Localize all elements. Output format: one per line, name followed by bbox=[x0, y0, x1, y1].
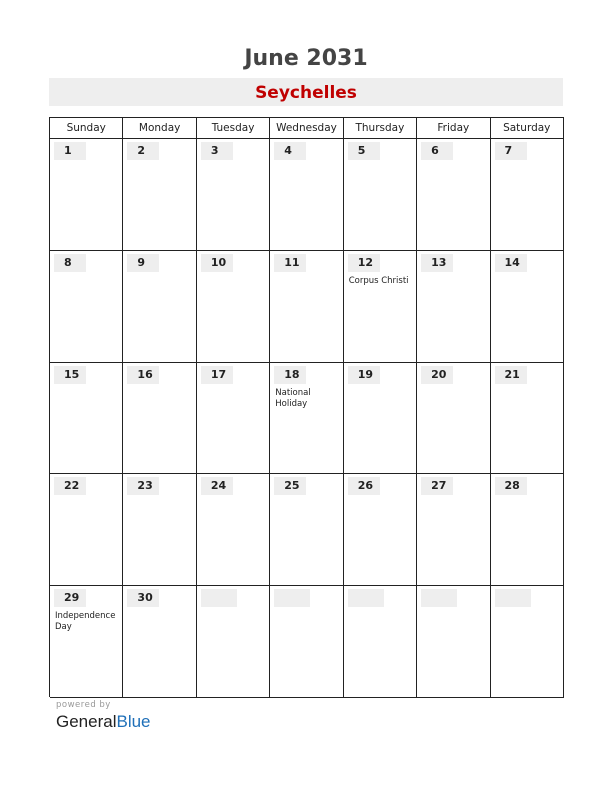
day-cell bbox=[344, 139, 417, 251]
day-number bbox=[348, 589, 384, 607]
day-number: 15 bbox=[54, 366, 86, 384]
day-cell bbox=[270, 139, 343, 251]
day-number bbox=[421, 589, 457, 607]
holiday-label: National Holiday bbox=[275, 387, 311, 409]
weekday-thursday: Thursday bbox=[344, 118, 417, 139]
day-cell bbox=[344, 251, 417, 363]
day-cell bbox=[50, 251, 123, 363]
day-cell bbox=[197, 474, 270, 586]
day-number: 23 bbox=[127, 477, 159, 495]
powered-by-text: powered by bbox=[56, 700, 111, 710]
day-cell bbox=[417, 251, 490, 363]
day-number: 2 bbox=[127, 142, 159, 160]
day-cell bbox=[50, 363, 123, 475]
day-cell bbox=[417, 586, 490, 698]
day-cell bbox=[123, 474, 196, 586]
day-cell bbox=[123, 586, 196, 698]
day-number: 19 bbox=[348, 366, 380, 384]
day-number: 24 bbox=[201, 477, 233, 495]
day-cell bbox=[270, 586, 343, 698]
day-number: 16 bbox=[127, 366, 159, 384]
day-cell bbox=[123, 139, 196, 251]
day-cell bbox=[491, 251, 564, 363]
calendar-weeks bbox=[50, 139, 564, 698]
day-cell bbox=[491, 139, 564, 251]
day-number: 14 bbox=[495, 254, 527, 272]
day-number bbox=[201, 589, 237, 607]
brand-blue-text: Blue bbox=[116, 712, 151, 731]
day-number bbox=[274, 589, 310, 607]
day-number: 28 bbox=[495, 477, 527, 495]
day-cell bbox=[270, 474, 343, 586]
weekday-monday: Monday bbox=[123, 118, 196, 139]
day-number bbox=[495, 589, 531, 607]
country-title: Seychelles bbox=[49, 78, 563, 106]
day-number: 18 bbox=[274, 366, 306, 384]
weekday-tuesday: Tuesday bbox=[197, 118, 270, 139]
week-row bbox=[50, 139, 564, 251]
weekday-wednesday: Wednesday bbox=[270, 118, 343, 139]
footer bbox=[56, 700, 151, 732]
day-number: 5 bbox=[348, 142, 380, 160]
day-cell bbox=[50, 586, 123, 698]
day-number: 6 bbox=[421, 142, 453, 160]
day-number: 1 bbox=[54, 142, 86, 160]
day-number: 25 bbox=[274, 477, 306, 495]
day-cell bbox=[50, 474, 123, 586]
day-number: 17 bbox=[201, 366, 233, 384]
day-cell bbox=[491, 474, 564, 586]
day-cell bbox=[417, 139, 490, 251]
day-number: 29 bbox=[54, 589, 86, 607]
day-cell bbox=[417, 474, 490, 586]
weekday-friday: Friday bbox=[417, 118, 490, 139]
day-cell bbox=[123, 251, 196, 363]
weekday-sunday: Sunday bbox=[50, 118, 123, 139]
day-number: 7 bbox=[495, 142, 527, 160]
page-title: June 2031 bbox=[244, 46, 368, 71]
week-row bbox=[50, 586, 564, 698]
day-cell bbox=[197, 139, 270, 251]
day-number: 12 bbox=[348, 254, 380, 272]
day-number: 11 bbox=[274, 254, 306, 272]
day-cell bbox=[270, 251, 343, 363]
day-number: 4 bbox=[274, 142, 306, 160]
day-cell bbox=[344, 586, 417, 698]
day-number: 30 bbox=[127, 589, 159, 607]
generalblue-logo[interactable] bbox=[56, 712, 151, 732]
day-number: 20 bbox=[421, 366, 453, 384]
day-cell bbox=[50, 139, 123, 251]
day-cell bbox=[344, 363, 417, 475]
holiday-label: Independence Day bbox=[55, 611, 116, 633]
weekday-header-row bbox=[50, 118, 564, 139]
week-row bbox=[50, 363, 564, 475]
week-row bbox=[50, 251, 564, 363]
day-number: 3 bbox=[201, 142, 233, 160]
day-number: 27 bbox=[421, 477, 453, 495]
day-cell bbox=[491, 363, 564, 475]
weekday-saturday: Saturday bbox=[491, 118, 564, 139]
day-cell bbox=[197, 586, 270, 698]
week-row bbox=[50, 474, 564, 586]
holiday-label: Corpus Christi bbox=[348, 275, 409, 286]
day-cell bbox=[344, 474, 417, 586]
day-cell bbox=[417, 363, 490, 475]
calendar-grid bbox=[49, 117, 564, 697]
day-number: 13 bbox=[421, 254, 453, 272]
day-number: 22 bbox=[54, 477, 86, 495]
day-number: 26 bbox=[348, 477, 380, 495]
day-number: 21 bbox=[495, 366, 527, 384]
day-cell bbox=[491, 586, 564, 698]
day-cell bbox=[270, 363, 343, 475]
day-number: 10 bbox=[201, 254, 233, 272]
day-cell bbox=[123, 363, 196, 475]
brand-general-text: General bbox=[56, 712, 117, 731]
day-cell bbox=[197, 363, 270, 475]
day-cell bbox=[197, 251, 270, 363]
day-number: 9 bbox=[127, 254, 159, 272]
day-number: 8 bbox=[54, 254, 86, 272]
